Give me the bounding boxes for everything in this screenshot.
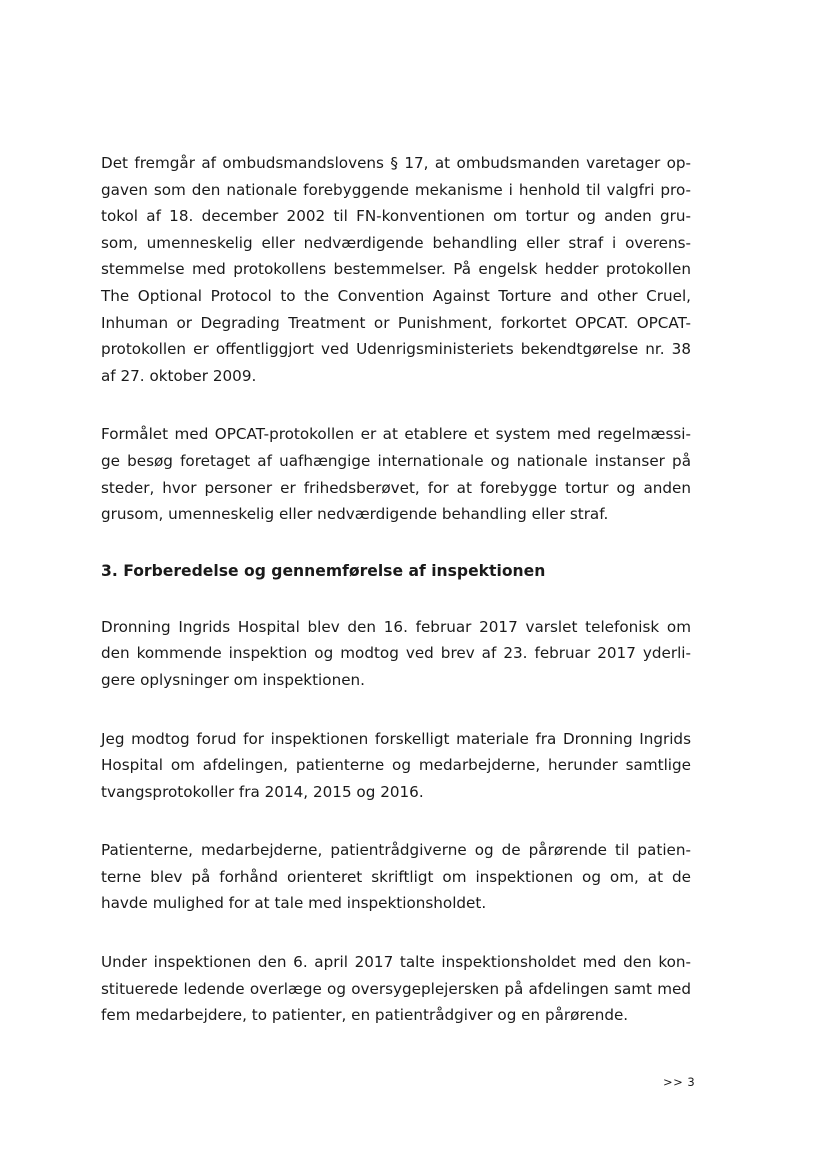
paragraph-spacer (101, 584, 691, 614)
page-number: >> 3 (663, 1075, 696, 1089)
text-line: tokol af 18. december 2002 til FN-konventionen om tortur og anden gru- (101, 207, 691, 226)
text-line: den kommende inspektion og modtog ved brev af 23. februar 2017 yderli- (101, 644, 691, 663)
text-line: stituerede ledende overlæge og oversygeplejersken på afdelingen samt med (101, 979, 691, 998)
section-heading: 3. Forberedelse og gennemførelse af inspektionen (101, 561, 546, 580)
text-line: tvangsprotokoller fra 2014, 2015 og 2016. (101, 782, 424, 801)
document-page (101, 150, 691, 1029)
paragraph-orientation (101, 837, 691, 917)
text-line: ge besøg foretaget af uafhængige internationale og nationale instanser på (101, 451, 691, 470)
paragraph-spacer (101, 694, 691, 726)
text-line: grusom, umenneskelig eller nedværdigende behandling eller straf. (101, 505, 609, 524)
paragraph-inspection-talks (101, 949, 691, 1029)
text-line: Dronning Ingrids Hospital blev den 16. februar 2017 varslet telefonisk om (101, 617, 691, 636)
text-line: af 27. oktober 2009. (101, 366, 257, 385)
text-line: Jeg modtog forud for inspektionen forskelligt materiale fra Dronning Ingrids (101, 729, 691, 748)
text-line: havde mulighed for at tale med inspektionsholdet. (101, 894, 487, 913)
paragraph-spacer (101, 917, 691, 949)
text-line: Det fremgår af ombudsmandslovens § 17, at ombudsmanden varetager op- (101, 154, 691, 172)
text-line: Patienterne, medarbejderne, patientrådgiverne og de pårørende til patien- (101, 841, 691, 860)
paragraph-spacer (101, 805, 691, 837)
text-line: Hospital om afdelingen, patienterne og medarbejderne, herunder samtlige (101, 756, 691, 775)
text-line: fem medarbejdere, to patienter, en patientrådgiver og en pårørende. (101, 1006, 629, 1025)
paragraph-spacer (101, 528, 691, 558)
text-line: protokollen er offentliggjort ved Udenrigsministeriets bekendtgørelse nr. 38 (101, 340, 691, 359)
text-line: stemmelse med protokollens bestemmelser. På engelsk hedder protokollen (101, 260, 691, 279)
paragraph-notification (101, 614, 691, 694)
paragraph-material (101, 726, 691, 806)
text-line: The Optional Protocol to the Convention Against Torture and other Cruel, (101, 286, 691, 305)
text-line: Under inspektionen den 6. april 2017 talte inspektionsholdet med den kon- (101, 953, 691, 972)
text-line: Formålet med OPCAT-protokollen er at etablere et system med regelmæssi- (101, 425, 691, 444)
paragraph-opcat-purpose (101, 421, 691, 527)
text-line: gaven som den nationale forebyggende mekanisme i henhold til valgfri pro- (101, 180, 691, 199)
text-line: terne blev på forhånd orienteret skriftligt om inspektionen og om, at de (101, 867, 691, 886)
paragraph-ombudsman-mandate (101, 150, 691, 389)
text-line: som, umenneskelig eller nedværdigende behandling eller straf i overens- (101, 233, 691, 252)
text-line: steder, hvor personer er frihedsberøvet, for at forebygge tortur og anden (101, 478, 691, 497)
text-line: Inhuman or Degrading Treatment or Punishment, forkortet OPCAT. OPCAT- (101, 313, 691, 332)
text-line: gere oplysninger om inspektionen. (101, 670, 365, 689)
paragraph-spacer (101, 389, 691, 421)
